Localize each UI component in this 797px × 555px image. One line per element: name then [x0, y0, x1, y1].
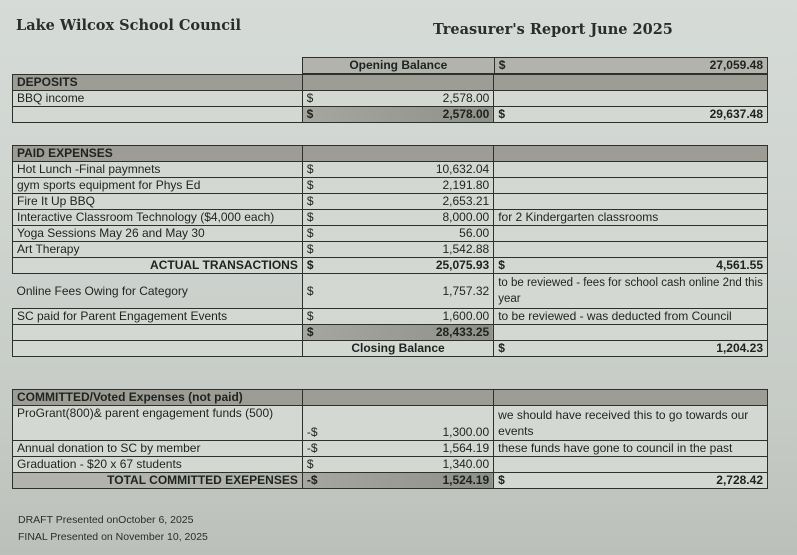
- currency-symbol: $: [498, 473, 505, 487]
- expense-amount-cell: [302, 210, 493, 226]
- expense-amount: 8,000.00: [442, 210, 490, 224]
- deposits-subtotal-row: [13, 107, 768, 123]
- expense-amount: 10,632.04: [435, 162, 490, 176]
- org-title: Lake Wilcox School Council: [16, 17, 242, 34]
- table-row: [13, 226, 768, 242]
- paid-expenses-title: PAID EXPENSES: [13, 146, 303, 162]
- blank-cell: [13, 325, 303, 341]
- committed-note: [494, 457, 768, 473]
- online-fees-label: Online Fees Owing for Category: [13, 274, 303, 309]
- balance-after-actual: 4,561.55: [716, 258, 763, 272]
- committed-amount-cell: [302, 457, 493, 473]
- actual-balance-cell: [494, 258, 768, 274]
- committed-label: Annual donation to SC by member: [13, 441, 303, 457]
- committed-total-amount: 1,524.19: [442, 473, 490, 487]
- committed-balance-cell: [494, 473, 768, 489]
- currency-symbol: $: [306, 210, 314, 224]
- opening-balance-row: [303, 58, 768, 74]
- actual-transactions-row: [13, 258, 768, 274]
- table-row: [13, 178, 768, 194]
- table-row: [13, 406, 768, 441]
- expense-note: [494, 242, 768, 258]
- currency-symbol: $: [306, 242, 314, 256]
- closing-balance-amount: 1,204.23: [716, 341, 763, 355]
- header-blank: [302, 75, 494, 91]
- expense-label: Fire It Up BBQ: [13, 194, 303, 210]
- expense-note: [494, 178, 768, 194]
- sc-paid-amount: 1,600.00: [442, 309, 490, 323]
- currency-symbol: -$: [306, 473, 318, 487]
- final-presented-note: FINAL Presented on November 10, 2025: [18, 531, 208, 543]
- currency-symbol: $: [306, 178, 314, 192]
- currency-symbol: -$: [306, 441, 318, 455]
- table-row: [13, 210, 768, 226]
- currency-symbol: -$: [306, 425, 318, 439]
- paid-total-cell: [302, 325, 493, 341]
- paid-header-row: [13, 146, 768, 162]
- expense-label: Interactive Classroom Technology ($4,000 each): [13, 210, 303, 226]
- paid-total-amount: 28,433.25: [435, 325, 490, 339]
- actual-transactions-cell: [302, 258, 493, 274]
- expense-note: for 2 Kindergarten classrooms: [494, 210, 768, 226]
- report-title: Treasurer's Report June 2025: [433, 21, 673, 38]
- currency-symbol: $: [306, 457, 314, 471]
- deposit-amount-cell: [302, 91, 494, 107]
- blank-cell: [494, 325, 768, 341]
- expense-label: Art Therapy: [13, 242, 303, 258]
- committed-amount: 1,564.19: [442, 441, 490, 455]
- opening-balance-table: [302, 57, 768, 74]
- currency-symbol: $: [306, 107, 314, 121]
- table-row: [13, 194, 768, 210]
- deposit-label: BBQ income: [13, 91, 303, 107]
- expense-amount: 2,653.21: [442, 194, 490, 208]
- table-row: [13, 162, 768, 178]
- expense-note: [494, 162, 768, 178]
- closing-balance-row: [13, 341, 768, 357]
- online-fees-amount: 1,757.32: [442, 283, 490, 298]
- draft-presented-note: DRAFT Presented onOctober 6, 2025: [18, 514, 194, 526]
- table-row: [13, 441, 768, 457]
- committed-title: COMMITTED/Voted Expenses (not paid): [13, 390, 303, 406]
- currency-symbol: $: [306, 194, 314, 208]
- committed-total-row: [13, 473, 768, 489]
- deposits-subtotal: 2,578.00: [442, 107, 490, 121]
- expense-note: [494, 194, 768, 210]
- actual-transactions-amount: 25,075.93: [435, 258, 490, 272]
- online-fees-row: [13, 274, 768, 309]
- currency-symbol: $: [306, 258, 314, 272]
- sc-paid-note: to be reviewed - was deducted from Council: [494, 309, 768, 325]
- currency-symbol: $: [306, 309, 314, 323]
- blank-cell: [13, 341, 303, 357]
- committed-amount: 1,300.00: [442, 425, 490, 439]
- committed-table: [12, 389, 768, 489]
- currency-symbol: $: [306, 162, 314, 176]
- deposit-amount: 2,578.00: [442, 91, 490, 105]
- opening-balance-amount: 27,059.48: [709, 58, 763, 72]
- deposits-subtotal-cell: [302, 107, 494, 123]
- table-row: [13, 242, 768, 258]
- currency-symbol: $: [306, 91, 314, 105]
- currency-symbol: $: [498, 258, 505, 272]
- currency-symbol: $: [306, 325, 314, 339]
- committed-amount-cell: [302, 441, 493, 457]
- currency-symbol: $: [498, 58, 506, 72]
- deposits-table: [12, 74, 768, 123]
- expense-label: gym sports equipment for Phys Ed: [13, 178, 303, 194]
- paid-expenses-table: [12, 145, 768, 357]
- expense-amount-cell: [302, 178, 493, 194]
- closing-balance-cell: [494, 341, 768, 357]
- expense-amount: 56.00: [459, 226, 490, 240]
- deposit-note: [494, 91, 768, 107]
- committed-label: Graduation - $20 x 67 students: [13, 457, 303, 473]
- committed-note: we should have received this to go towards our events: [494, 406, 768, 441]
- currency-symbol: $: [306, 226, 314, 240]
- committed-total-label: TOTAL COMMITTED EXEPENSES: [13, 473, 303, 489]
- header-blank: [302, 390, 493, 406]
- expense-amount-cell: [302, 194, 493, 210]
- committed-note: these funds have gone to council in the past: [494, 441, 768, 457]
- currency-symbol: $: [498, 107, 506, 121]
- balance-after-deposits: 29,637.48: [709, 107, 763, 121]
- header-blank: [494, 390, 768, 406]
- deposits-header-row: [13, 75, 768, 91]
- online-fees-note: to be reviewed - fees for school cash online 2nd this year: [494, 274, 768, 309]
- table-row: [13, 91, 768, 107]
- header-blank: [494, 75, 768, 91]
- currency-symbol: $: [306, 283, 314, 298]
- header-blank: [494, 146, 768, 162]
- online-fees-cell: [302, 274, 493, 309]
- expense-label: Hot Lunch -Final paymnets: [13, 162, 303, 178]
- expense-label: Yoga Sessions May 26 and May 30: [13, 226, 303, 242]
- expense-amount-cell: [302, 226, 493, 242]
- closing-balance-label: Closing Balance: [302, 341, 493, 357]
- expense-amount-cell: [302, 242, 493, 258]
- deposits-title: DEPOSITS: [13, 75, 303, 91]
- table-row: [13, 457, 768, 473]
- expense-amount-cell: [302, 162, 493, 178]
- committed-header-row: [13, 390, 768, 406]
- actual-transactions-label: ACTUAL TRANSACTIONS: [13, 258, 303, 274]
- opening-balance-label: Opening Balance: [303, 58, 495, 74]
- committed-amount: 1,340.00: [442, 457, 490, 471]
- expense-amount: 2,191.80: [442, 178, 490, 192]
- header-blank: [302, 146, 493, 162]
- blank-cell: [13, 107, 303, 123]
- expense-note: [494, 226, 768, 242]
- sc-paid-label: SC paid for Parent Engagement Events: [13, 309, 303, 325]
- sc-paid-cell: [302, 309, 493, 325]
- currency-symbol: $: [498, 341, 505, 355]
- committed-amount-cell: [302, 406, 493, 441]
- committed-total-cell: [302, 473, 493, 489]
- committed-label: ProGrant(800)& parent engagement funds (500): [13, 406, 303, 441]
- sc-paid-row: [13, 309, 768, 325]
- committed-balance: 2,728.42: [716, 473, 763, 487]
- expense-amount: 1,542.88: [442, 242, 490, 256]
- deposits-balance-cell: [494, 107, 768, 123]
- opening-balance-value: [494, 58, 767, 74]
- paid-total-row: [13, 325, 768, 341]
